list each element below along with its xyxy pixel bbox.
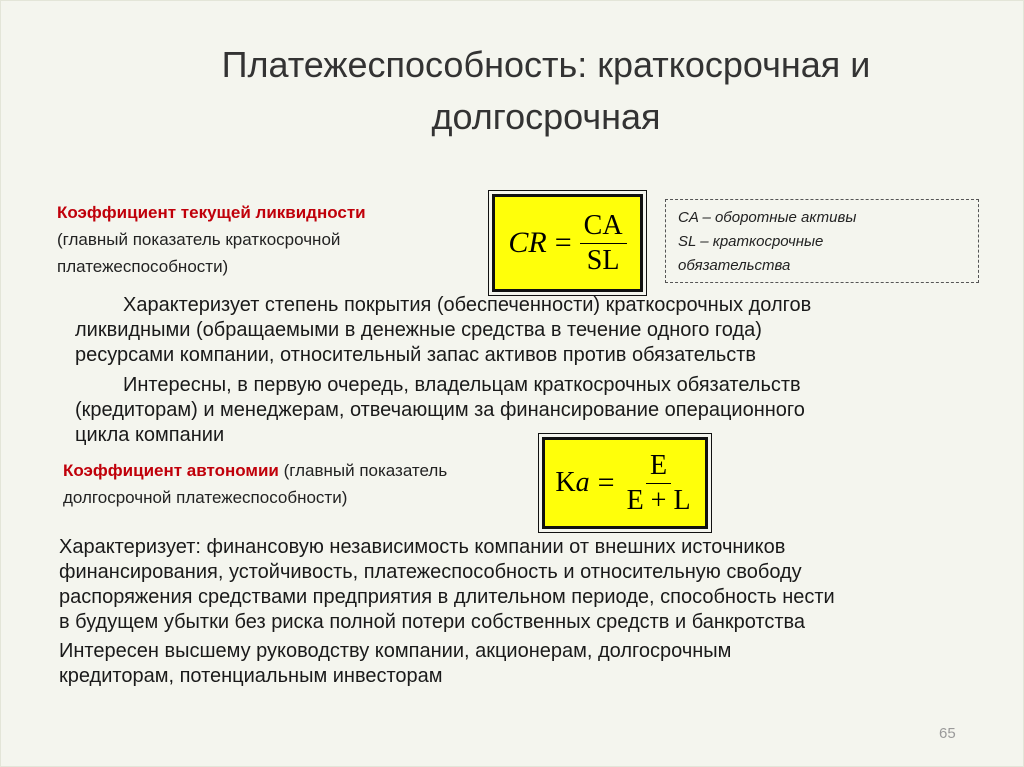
autonomy-ratio-interested bbox=[59, 639, 979, 689]
legend-line-1: CA – оборотные активы bbox=[678, 209, 857, 226]
paragraph-line: Интересны, в первую очередь, владельцам краткосрочных обязательств bbox=[123, 374, 801, 396]
paragraph-line: распоряжения средствами предприятия в длительном периоде, способность нести bbox=[59, 586, 835, 608]
formula-denominator: SL bbox=[586, 244, 620, 276]
current-ratio-label: Коэффициент текущей ликвидности bbox=[57, 203, 366, 222]
formula-equals: = bbox=[554, 226, 572, 259]
formula-lhs: CR bbox=[508, 226, 547, 259]
legend-line-2: SL – краткосрочные bbox=[678, 233, 824, 250]
current-ratio-interested bbox=[75, 373, 955, 448]
paragraph-line: Характеризует: финансовую независимость компании от внешних источников bbox=[59, 536, 786, 558]
formula-denominator: E + L bbox=[626, 484, 691, 516]
current-ratio-characterizes bbox=[75, 293, 955, 368]
page-number: 65 bbox=[939, 725, 956, 742]
autonomy-ratio-characterizes bbox=[59, 535, 979, 635]
paragraph-line: Интересен высшему руководству компании, акционерам, долгосрочным bbox=[59, 640, 732, 662]
current-ratio-note-2: платежеспособности) bbox=[57, 257, 229, 276]
autonomy-ratio-block bbox=[63, 457, 533, 511]
autonomy-note-2: долгосрочной платежеспособности) bbox=[63, 488, 348, 507]
autonomy-note-1: (главный показатель bbox=[278, 461, 448, 480]
paragraph-line: ресурсами компании, относительный запас активов против обязательств bbox=[75, 344, 757, 366]
legend-line-3: обязательства bbox=[678, 257, 791, 274]
current-ratio-formula bbox=[492, 194, 643, 292]
current-ratio-note-1: (главный показатель краткосрочной bbox=[57, 230, 341, 249]
autonomy-ratio-label: Коэффициент автономии bbox=[63, 461, 279, 480]
paragraph-line: Характеризует степень покрытия (обеспеченности) краткосрочных долгов bbox=[123, 294, 812, 316]
formula-lhs bbox=[555, 467, 589, 499]
formula-lhs-main: K bbox=[555, 467, 576, 498]
formula-lhs-sub: a bbox=[575, 467, 590, 498]
title-line-2: долгосрочная bbox=[431, 96, 661, 137]
formula-numerator: CA bbox=[580, 209, 627, 244]
autonomy-ratio-formula bbox=[542, 437, 708, 529]
autonomy-label-line bbox=[63, 457, 533, 484]
paragraph-line: в будущем убытки без риска полной потери собственных средств и банкротства bbox=[59, 611, 806, 633]
paragraph-line: (кредиторам) и менеджерам, отвечающим за финансирование операционного bbox=[75, 399, 805, 421]
current-ratio-block bbox=[57, 199, 477, 280]
formula-legend-box bbox=[665, 199, 979, 283]
formula-fraction bbox=[580, 209, 627, 278]
formula-numerator: E bbox=[646, 449, 671, 484]
slide-title bbox=[151, 39, 941, 143]
formula-fraction bbox=[623, 449, 695, 518]
paragraph-line: ликвидными (обращаемыми в денежные средства в течение одного года) bbox=[75, 319, 762, 341]
paragraph-line: финансирования, устойчивость, платежеспособность и относительную свободу bbox=[59, 561, 802, 583]
formula-equals: = bbox=[597, 466, 615, 499]
title-line-1: Платежеспособность: краткосрочная и bbox=[221, 44, 871, 85]
paragraph-line: цикла компании bbox=[75, 424, 225, 446]
paragraph-line: кредиторам, потенциальным инвесторам bbox=[59, 665, 443, 687]
